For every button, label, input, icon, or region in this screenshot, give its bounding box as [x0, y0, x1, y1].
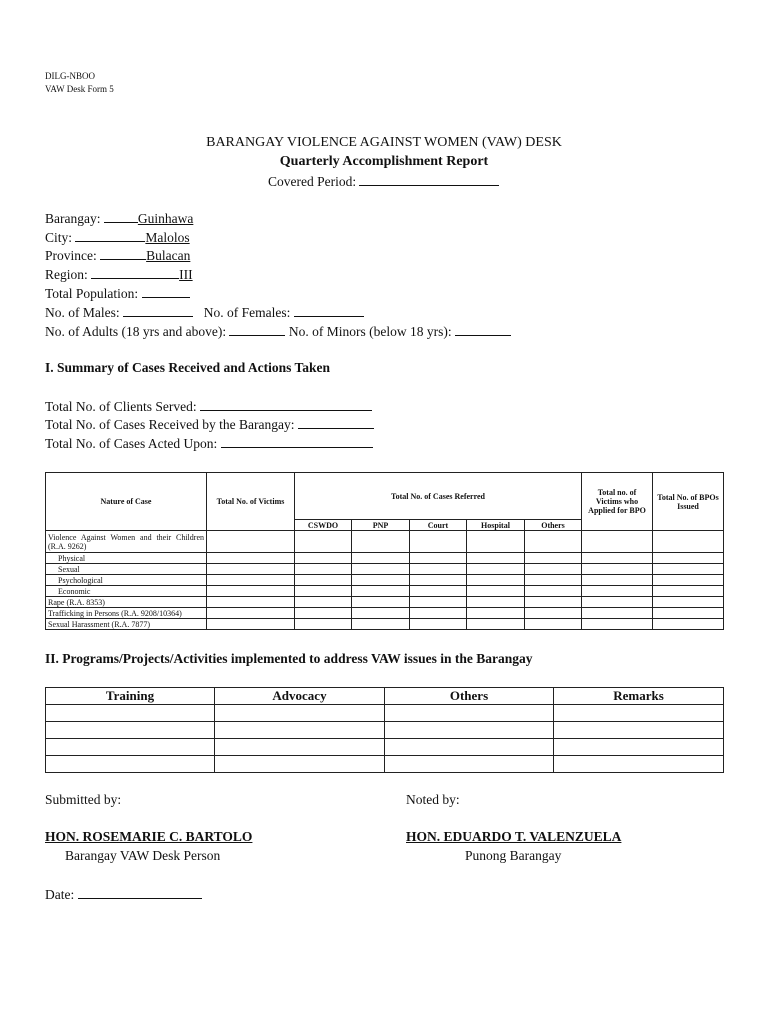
minors-field[interactable]	[455, 322, 511, 336]
col-training-header: Training	[46, 688, 215, 705]
table-row	[46, 722, 724, 739]
table-row	[46, 608, 724, 619]
report-subtitle: Quarterly Accomplishment Report	[279, 154, 489, 169]
table-cell[interactable]	[653, 531, 724, 553]
col-pnp-header: PNP	[352, 520, 410, 531]
table-cell[interactable]	[207, 608, 295, 619]
table-cell[interactable]	[410, 597, 467, 608]
col-court-header: Court	[410, 520, 467, 531]
table-cell[interactable]	[653, 619, 724, 630]
cases-received-line	[45, 415, 374, 433]
table-cell[interactable]	[467, 619, 525, 630]
noter-name: HON. EDUARDO T. VALENZUELA	[406, 829, 622, 844]
table-cell[interactable]	[295, 597, 352, 608]
table-cell[interactable]	[582, 619, 653, 630]
table-row	[46, 756, 724, 773]
table-cell[interactable]	[385, 756, 554, 773]
table-cell[interactable]	[653, 608, 724, 619]
table-cell[interactable]	[525, 586, 582, 597]
table-cell[interactable]	[352, 575, 410, 586]
table-row	[46, 705, 724, 722]
form-code: DILG-NBOO	[45, 71, 95, 81]
table-cell[interactable]	[215, 705, 385, 722]
population-field[interactable]	[142, 284, 190, 298]
table-cell[interactable]	[525, 531, 582, 553]
table-cell[interactable]	[215, 722, 385, 739]
table-cell[interactable]	[352, 619, 410, 630]
table-row	[46, 586, 724, 597]
clients-served-line	[45, 397, 372, 415]
table-cell[interactable]	[525, 608, 582, 619]
table-cell[interactable]	[410, 564, 467, 575]
row-label-harassment: Sexual Harassment (R.A. 7877)	[46, 619, 207, 630]
table-cell[interactable]	[207, 619, 295, 630]
sex-line	[45, 303, 364, 321]
clients-served-label: Total No. of Clients Served:	[45, 399, 197, 414]
row-label-vawc: Violence Against Women and their Children (R.A. 9262)	[46, 531, 207, 553]
col-hospital-header: Hospital	[467, 520, 525, 531]
province-line	[45, 246, 190, 264]
table-cell[interactable]	[582, 575, 653, 586]
col-nature-header: Nature of Case	[46, 473, 207, 531]
table-cell[interactable]	[582, 597, 653, 608]
table-cell[interactable]	[525, 619, 582, 630]
province-label: Province:	[45, 248, 97, 263]
programs-table	[45, 687, 724, 773]
table-cell[interactable]	[207, 586, 295, 597]
col-bpo-applied-header: Total no. of Victims who Applied for BPO	[582, 473, 653, 531]
minors-label: No. of Minors (below 18 yrs):	[288, 324, 452, 339]
table-cell[interactable]	[410, 575, 467, 586]
age-line	[45, 322, 511, 340]
table-cell[interactable]	[582, 564, 653, 575]
table-cell[interactable]	[352, 553, 410, 564]
province-underscore	[100, 246, 146, 260]
table-cell[interactable]	[295, 608, 352, 619]
table-cell[interactable]	[385, 705, 554, 722]
table-cell[interactable]	[525, 575, 582, 586]
males-label: No. of Males:	[45, 305, 120, 320]
region-value[interactable]: III	[179, 267, 193, 282]
cases-received-label: Total No. of Cases Received by the Barangay:	[45, 417, 295, 432]
cases-table	[45, 472, 724, 630]
table-cell[interactable]	[653, 553, 724, 564]
table-cell[interactable]	[467, 575, 525, 586]
table-cell[interactable]	[207, 531, 295, 553]
table-cell[interactable]	[582, 553, 653, 564]
table-cell[interactable]	[46, 722, 215, 739]
table-cell[interactable]	[554, 722, 724, 739]
table-cell[interactable]	[295, 531, 352, 553]
region-underscore	[91, 265, 179, 279]
noter-title: Punong Barangay	[465, 848, 562, 863]
table-cell[interactable]	[653, 564, 724, 575]
section-2-heading: II. Programs/Projects/Activities implemented to address VAW issues in the Barangay	[45, 651, 533, 666]
table-row	[46, 739, 724, 756]
table-cell[interactable]	[215, 756, 385, 773]
table-cell[interactable]	[653, 597, 724, 608]
table-row	[46, 531, 724, 553]
table-cell[interactable]	[46, 705, 215, 722]
table-cell[interactable]	[295, 553, 352, 564]
report-title: BARANGAY VIOLENCE AGAINST WOMEN (VAW) DESK	[206, 135, 562, 150]
table-cell[interactable]	[525, 564, 582, 575]
col-referred-header: Total No. of Cases Referred	[295, 473, 582, 520]
city-underscore	[75, 228, 145, 242]
form-name: VAW Desk Form 5	[45, 84, 114, 94]
table-cell[interactable]	[352, 586, 410, 597]
row-label-rape: Rape (R.A. 8353)	[46, 597, 207, 608]
table-row	[46, 564, 724, 575]
covered-period	[268, 172, 499, 190]
barangay-label: Barangay:	[45, 211, 101, 226]
table-cell[interactable]	[352, 597, 410, 608]
barangay-line	[45, 209, 193, 227]
females-field[interactable]	[294, 303, 364, 317]
table-row	[46, 619, 724, 630]
table-cell[interactable]	[215, 739, 385, 756]
table-cell[interactable]	[467, 586, 525, 597]
table-cell[interactable]	[46, 739, 215, 756]
table-cell[interactable]	[582, 586, 653, 597]
population-label: Total Population:	[45, 286, 139, 301]
table-cell[interactable]	[410, 586, 467, 597]
adults-label: No. of Adults (18 yrs and above):	[45, 324, 227, 339]
table-cell[interactable]	[410, 608, 467, 619]
col-cswdo-header: CSWDO	[295, 520, 352, 531]
table-cell[interactable]	[467, 531, 525, 553]
province-value[interactable]: Bulacan	[146, 248, 191, 263]
col-advocacy-header: Advocacy	[215, 688, 385, 705]
date-line	[45, 885, 202, 903]
table-cell[interactable]	[352, 564, 410, 575]
covered-period-field[interactable]	[359, 172, 499, 186]
city-label: City:	[45, 230, 73, 245]
table-cell[interactable]	[653, 575, 724, 586]
table-cell[interactable]	[207, 575, 295, 586]
table-cell[interactable]	[352, 608, 410, 619]
barangay-underscore	[104, 209, 138, 223]
barangay-value[interactable]: Guinhawa	[137, 211, 194, 226]
table-cell[interactable]	[582, 608, 653, 619]
city-line	[45, 228, 190, 246]
table-row	[46, 575, 724, 586]
table-cell[interactable]	[46, 756, 215, 773]
cases-acted-label: Total No. of Cases Acted Upon:	[45, 436, 218, 451]
table-cell[interactable]	[295, 564, 352, 575]
population-line	[45, 284, 190, 302]
table-cell[interactable]	[295, 575, 352, 586]
table-cell[interactable]	[554, 705, 724, 722]
table-cell[interactable]	[582, 531, 653, 553]
submitted-by-label: Submitted by:	[45, 792, 122, 807]
col-remarks-header: Remarks	[554, 688, 724, 705]
table-cell[interactable]	[410, 553, 467, 564]
covered-period-label: Covered Period:	[268, 174, 357, 189]
date-field[interactable]	[78, 885, 202, 899]
submitter-title: Barangay VAW Desk Person	[65, 848, 221, 863]
table-cell[interactable]	[207, 564, 295, 575]
table-cell[interactable]	[554, 756, 724, 773]
row-label-trafficking: Trafficking in Persons (R.A. 9208/10364)	[46, 608, 207, 619]
col-bpo-issued-header: Total No. of BPOs Issued	[653, 473, 724, 531]
table-cell[interactable]	[525, 553, 582, 564]
row-label-sexual: Sexual	[46, 564, 207, 575]
cases-acted-line	[45, 434, 373, 452]
col-others-header: Others	[525, 520, 582, 531]
table-cell[interactable]	[207, 597, 295, 608]
date-label: Date:	[45, 887, 75, 902]
city-value[interactable]: Malolos	[145, 230, 190, 245]
section-1-heading: I. Summary of Cases Received and Actions Taken	[45, 360, 331, 375]
table-cell[interactable]	[295, 619, 352, 630]
submitter-name: HON. ROSEMARIE C. BARTOLO	[45, 829, 253, 844]
row-label-economic: Economic	[46, 586, 207, 597]
cases-acted-field[interactable]	[221, 434, 373, 448]
col-others-header: Others	[385, 688, 554, 705]
table-cell[interactable]	[467, 553, 525, 564]
region-label: Region:	[45, 267, 88, 282]
table-cell[interactable]	[467, 564, 525, 575]
noted-by-label: Noted by:	[406, 792, 460, 807]
table-cell[interactable]	[554, 739, 724, 756]
table-cell[interactable]	[385, 739, 554, 756]
table-cell[interactable]	[385, 722, 554, 739]
table-cell[interactable]	[410, 531, 467, 553]
females-label: No. of Females:	[203, 305, 291, 320]
region-line	[45, 265, 193, 283]
table-cell[interactable]	[410, 619, 467, 630]
table-cell[interactable]	[467, 608, 525, 619]
table-cell[interactable]	[467, 597, 525, 608]
col-victims-header: Total No. of Victims	[207, 473, 295, 531]
table-row	[46, 553, 724, 564]
adults-field[interactable]	[229, 322, 285, 336]
table-cell[interactable]	[525, 597, 582, 608]
table-row	[46, 597, 724, 608]
row-label-physical: Physical	[46, 553, 207, 564]
table-cell[interactable]	[295, 586, 352, 597]
clients-served-field[interactable]	[200, 397, 372, 411]
table-cell[interactable]	[352, 531, 410, 553]
row-label-psychological: Psychological	[46, 575, 207, 586]
cases-received-field[interactable]	[298, 415, 374, 429]
table-cell[interactable]	[653, 586, 724, 597]
males-field[interactable]	[123, 303, 193, 317]
table-cell[interactable]	[207, 553, 295, 564]
